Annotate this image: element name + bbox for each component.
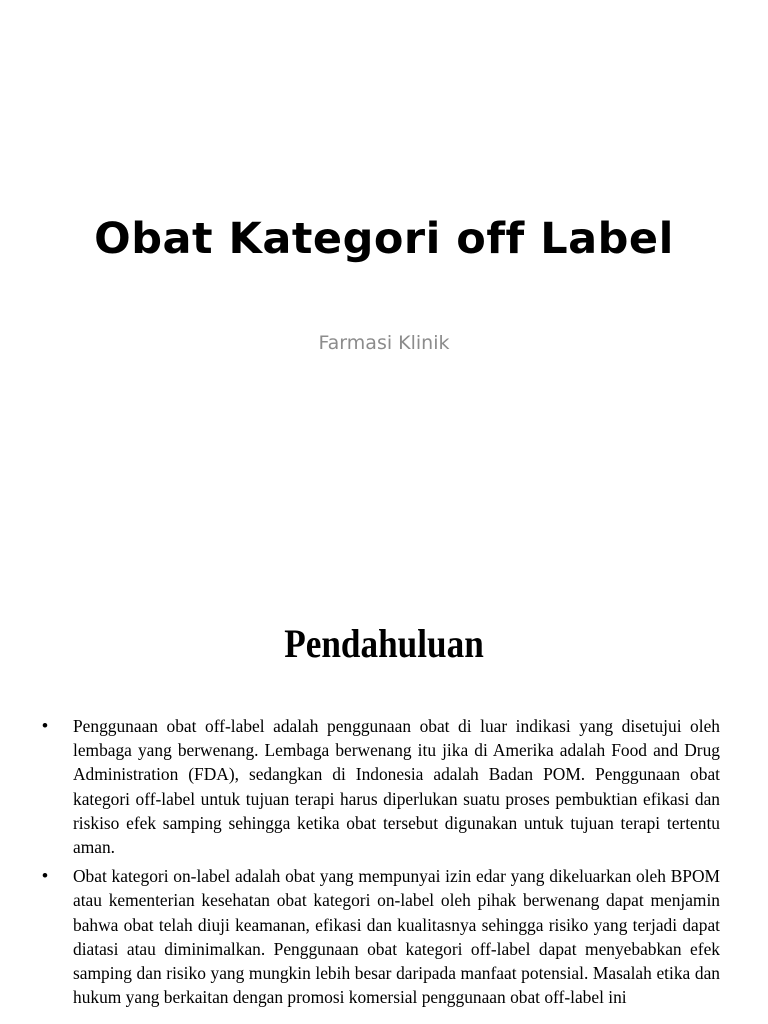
section-title: Pendahuluan [284,621,484,666]
bullet-icon: • [42,716,48,735]
bullet-item-off-label-definition [42,714,720,859]
slide-subtitle: Farmasi Klinik [318,332,450,354]
bullet-text: Obat kategori on-label adalah obat yang mempunyai izin edar yang dikeluarkan oleh BPOM atau kementerian kesehatan obat kategori on-label oleh pihak berwenang dapat menjamin bahwa obat telah diuji keamanan, efikasi dan kualitasnya sehingga risiko yang terjadi dapat diatasi atau diminimalkan. Penggunaan obat kategori off-label dapat menyebabkan efek samping dan risiko yang mungkin lebih besar daripada manfaat potensial. Masalah etika dan hukum yang berkaitan dengan promosi komersial penggunaan obat off-label ini [73,866,720,1008]
bullet-icon: • [42,866,48,886]
content-slide [0,576,768,1024]
slide-title: Obat Kategori off Label [94,214,674,264]
bullet-item-on-label-definition [42,864,720,1009]
bullet-text: Penggunaan obat off-label adalah penggunaan obat di luar indikasi yang disetujui oleh lembaga yang berwenang. Lembaga berwenang itu jika di Amerika adalah Food and Drug Administration (FDA), sedangkan di Indonesia adalah Badan POM. Penggunaan obat kategori off-label untuk tujuan terapi harus diperlukan suatu proses pembuktian efikasi dan riskiso efek samping sehingga ketika obat tersebut digunakan untuk tujuan terapi tertentu aman. [73,716,720,858]
bullet-list [42,714,720,1014]
